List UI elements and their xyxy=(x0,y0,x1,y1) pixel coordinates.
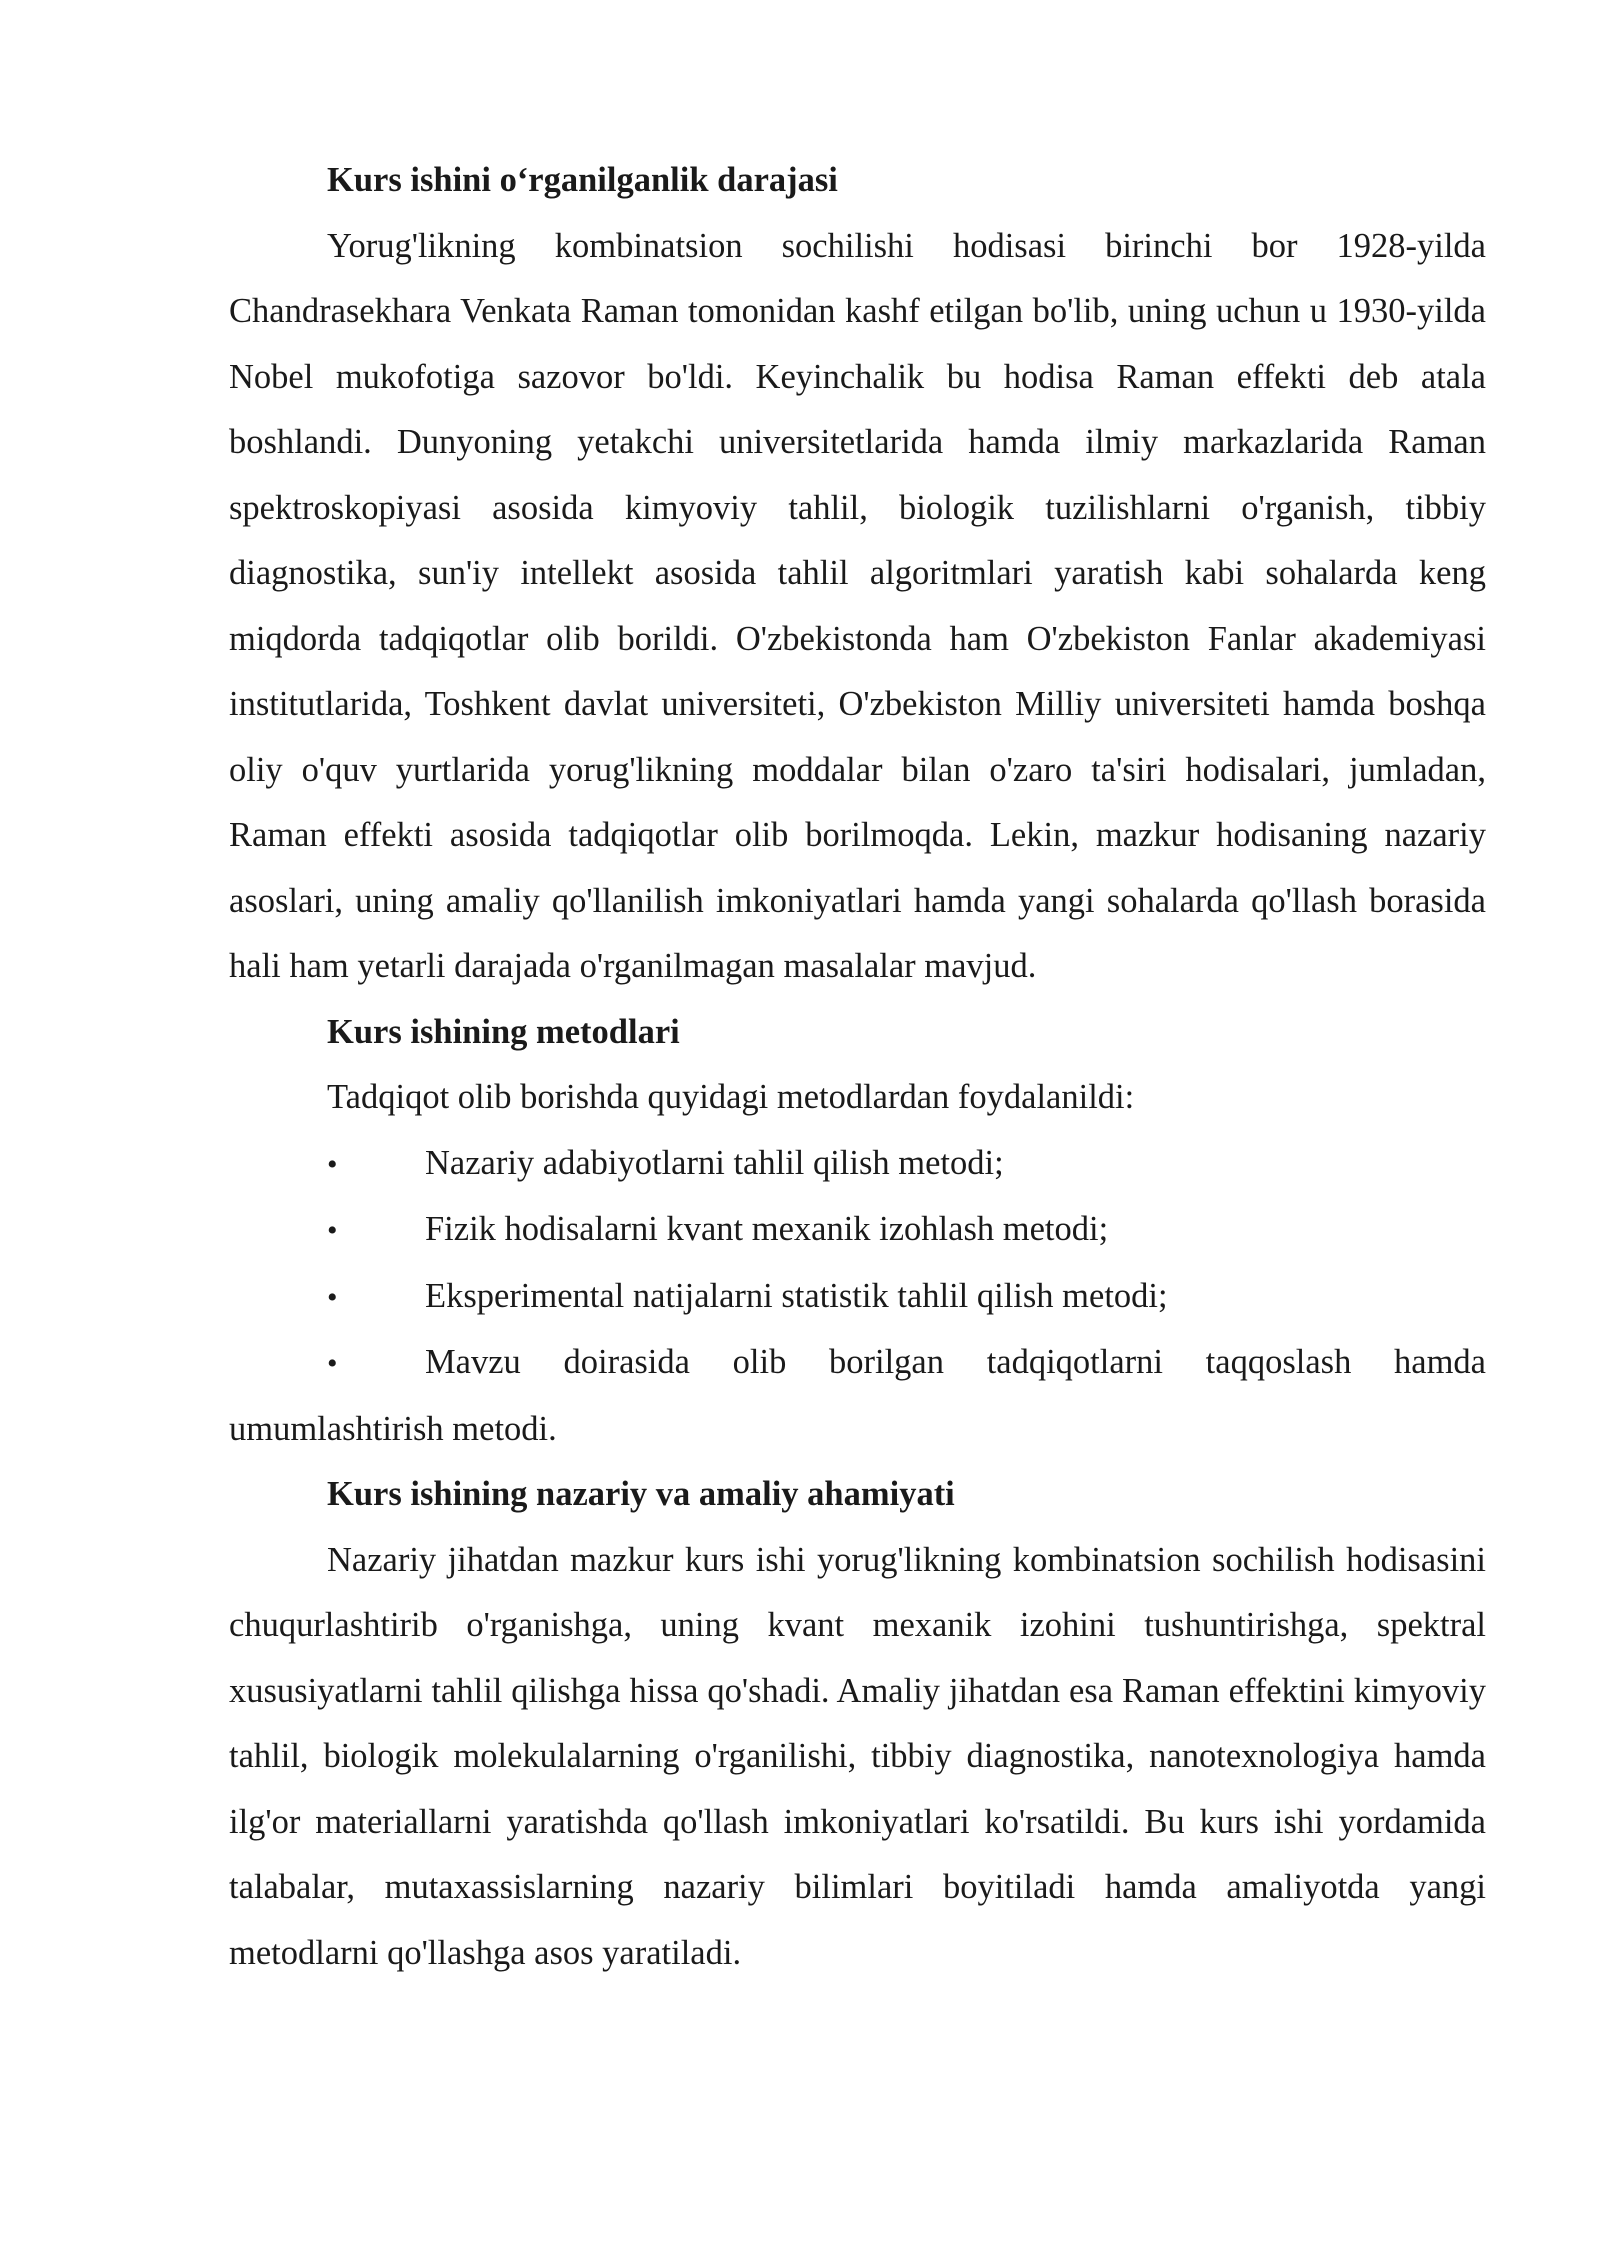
section-heading-methods: Kurs ishining metodlari xyxy=(327,1012,680,1051)
paragraph-study-level: Yorug'likning kombinatsion sochilishi hodisasi birinchi bor 1928-yilda Chandrasekhara Venkata Raman tomonidan kashf etilgan bo'lib, uning uchun u 1930-yilda Nobel mukofotiga sazovor bo'ldi. Keyinchalik bu hodisa Raman effekti deb atala boshlandi. Dunyoning yetakchi universitetlarida hamda ilmiy markazlarida Raman spektroskopiyasi asosida kimyoviy tahlil, biologik tuzilishlarni o'rganish, tibbiy diagnostika, sun'iy intellekt asosida tahlil algoritmlari yaratish kabi sohalarda keng miqdorda tadqiqotlar olib borildi. O'zbekistonda ham O'zbekiston Fanlar akademiyasi institutlarida, Toshkent davlat universiteti, O'zbekiston Milliy universiteti hamda boshqa oliy o'quv yurtlarida yorug'likning moddalar bilan o'zaro ta'siri hodisalari, jumladan, Raman effekti asosida tadqiqotlar olib borilmoqda. Lekin, mazkur hodisaning nazariy asoslari, uning amaliy qo'llanilish imkoniyatlari hamda yangi sohalarda qo'llash borasida hali ham yetarli darajada o'rganilmagan masalalar mavjud. xyxy=(229,226,1486,985)
list-item-text: Fizik hodisalarni kvant mexanik izohlash metodi; xyxy=(425,1210,1109,1248)
list-item-text: Eksperimental natijalarni statistik tahlil qilish metodi; xyxy=(425,1276,1168,1315)
list-item xyxy=(229,1131,1486,1198)
methods-intro: Tadqiqot olib borishda quyidagi metodlardan foydalanildi: xyxy=(327,1078,1135,1116)
list-item xyxy=(229,1197,1486,1264)
list-item-text: Mavzu doirasida olib borilgan tadqiqotlarni taqqoslash hamda umumlashtirish metodi. xyxy=(229,1343,1486,1448)
methods-list xyxy=(229,1131,1486,1463)
document-body xyxy=(229,148,1486,1986)
bullet-icon: • xyxy=(327,1147,338,1181)
bullet-icon: • xyxy=(327,1214,338,1247)
section-heading-significance: Kurs ishining nazariy va amaliy ahamiyati xyxy=(327,1475,955,1513)
paragraph-significance: Nazariy jihatdan mazkur kurs ishi yorug'likning kombinatsion sochilish hodisasini chuqurlashtirib o'rganishga, uning kvant mexanik izohini tushuntirishga, spektral xususiyatlarni tahlil qilishga hissa qo'shadi. Amaliy jihatdan esa Raman effektini kimyoviy tahlil, biologik molekulalarning o'rganilishi, tibbiy diagnostika, nanotexnologiya hamda ilg'or materiallarni yaratishda qo'llash imkoniyatlari ko'rsatildi. Bu kurs ishi yordamida talabalar, mutaxassislarning nazariy bilimlari boyitiladi hamda amaliyotda yangi metodlarni qo'llashga asos yaratiladi. xyxy=(229,1540,1486,1972)
bullet-icon: • xyxy=(327,1347,338,1380)
list-item xyxy=(229,1330,1486,1462)
bullet-icon: • xyxy=(327,1280,338,1314)
section-heading-study-level: Kurs ishini o‘rganilganlik darajasi xyxy=(327,161,838,199)
list-item xyxy=(229,1264,1486,1331)
list-item-text: Nazariy adabiyotlarni tahlil qilish metodi; xyxy=(425,1143,1004,1182)
